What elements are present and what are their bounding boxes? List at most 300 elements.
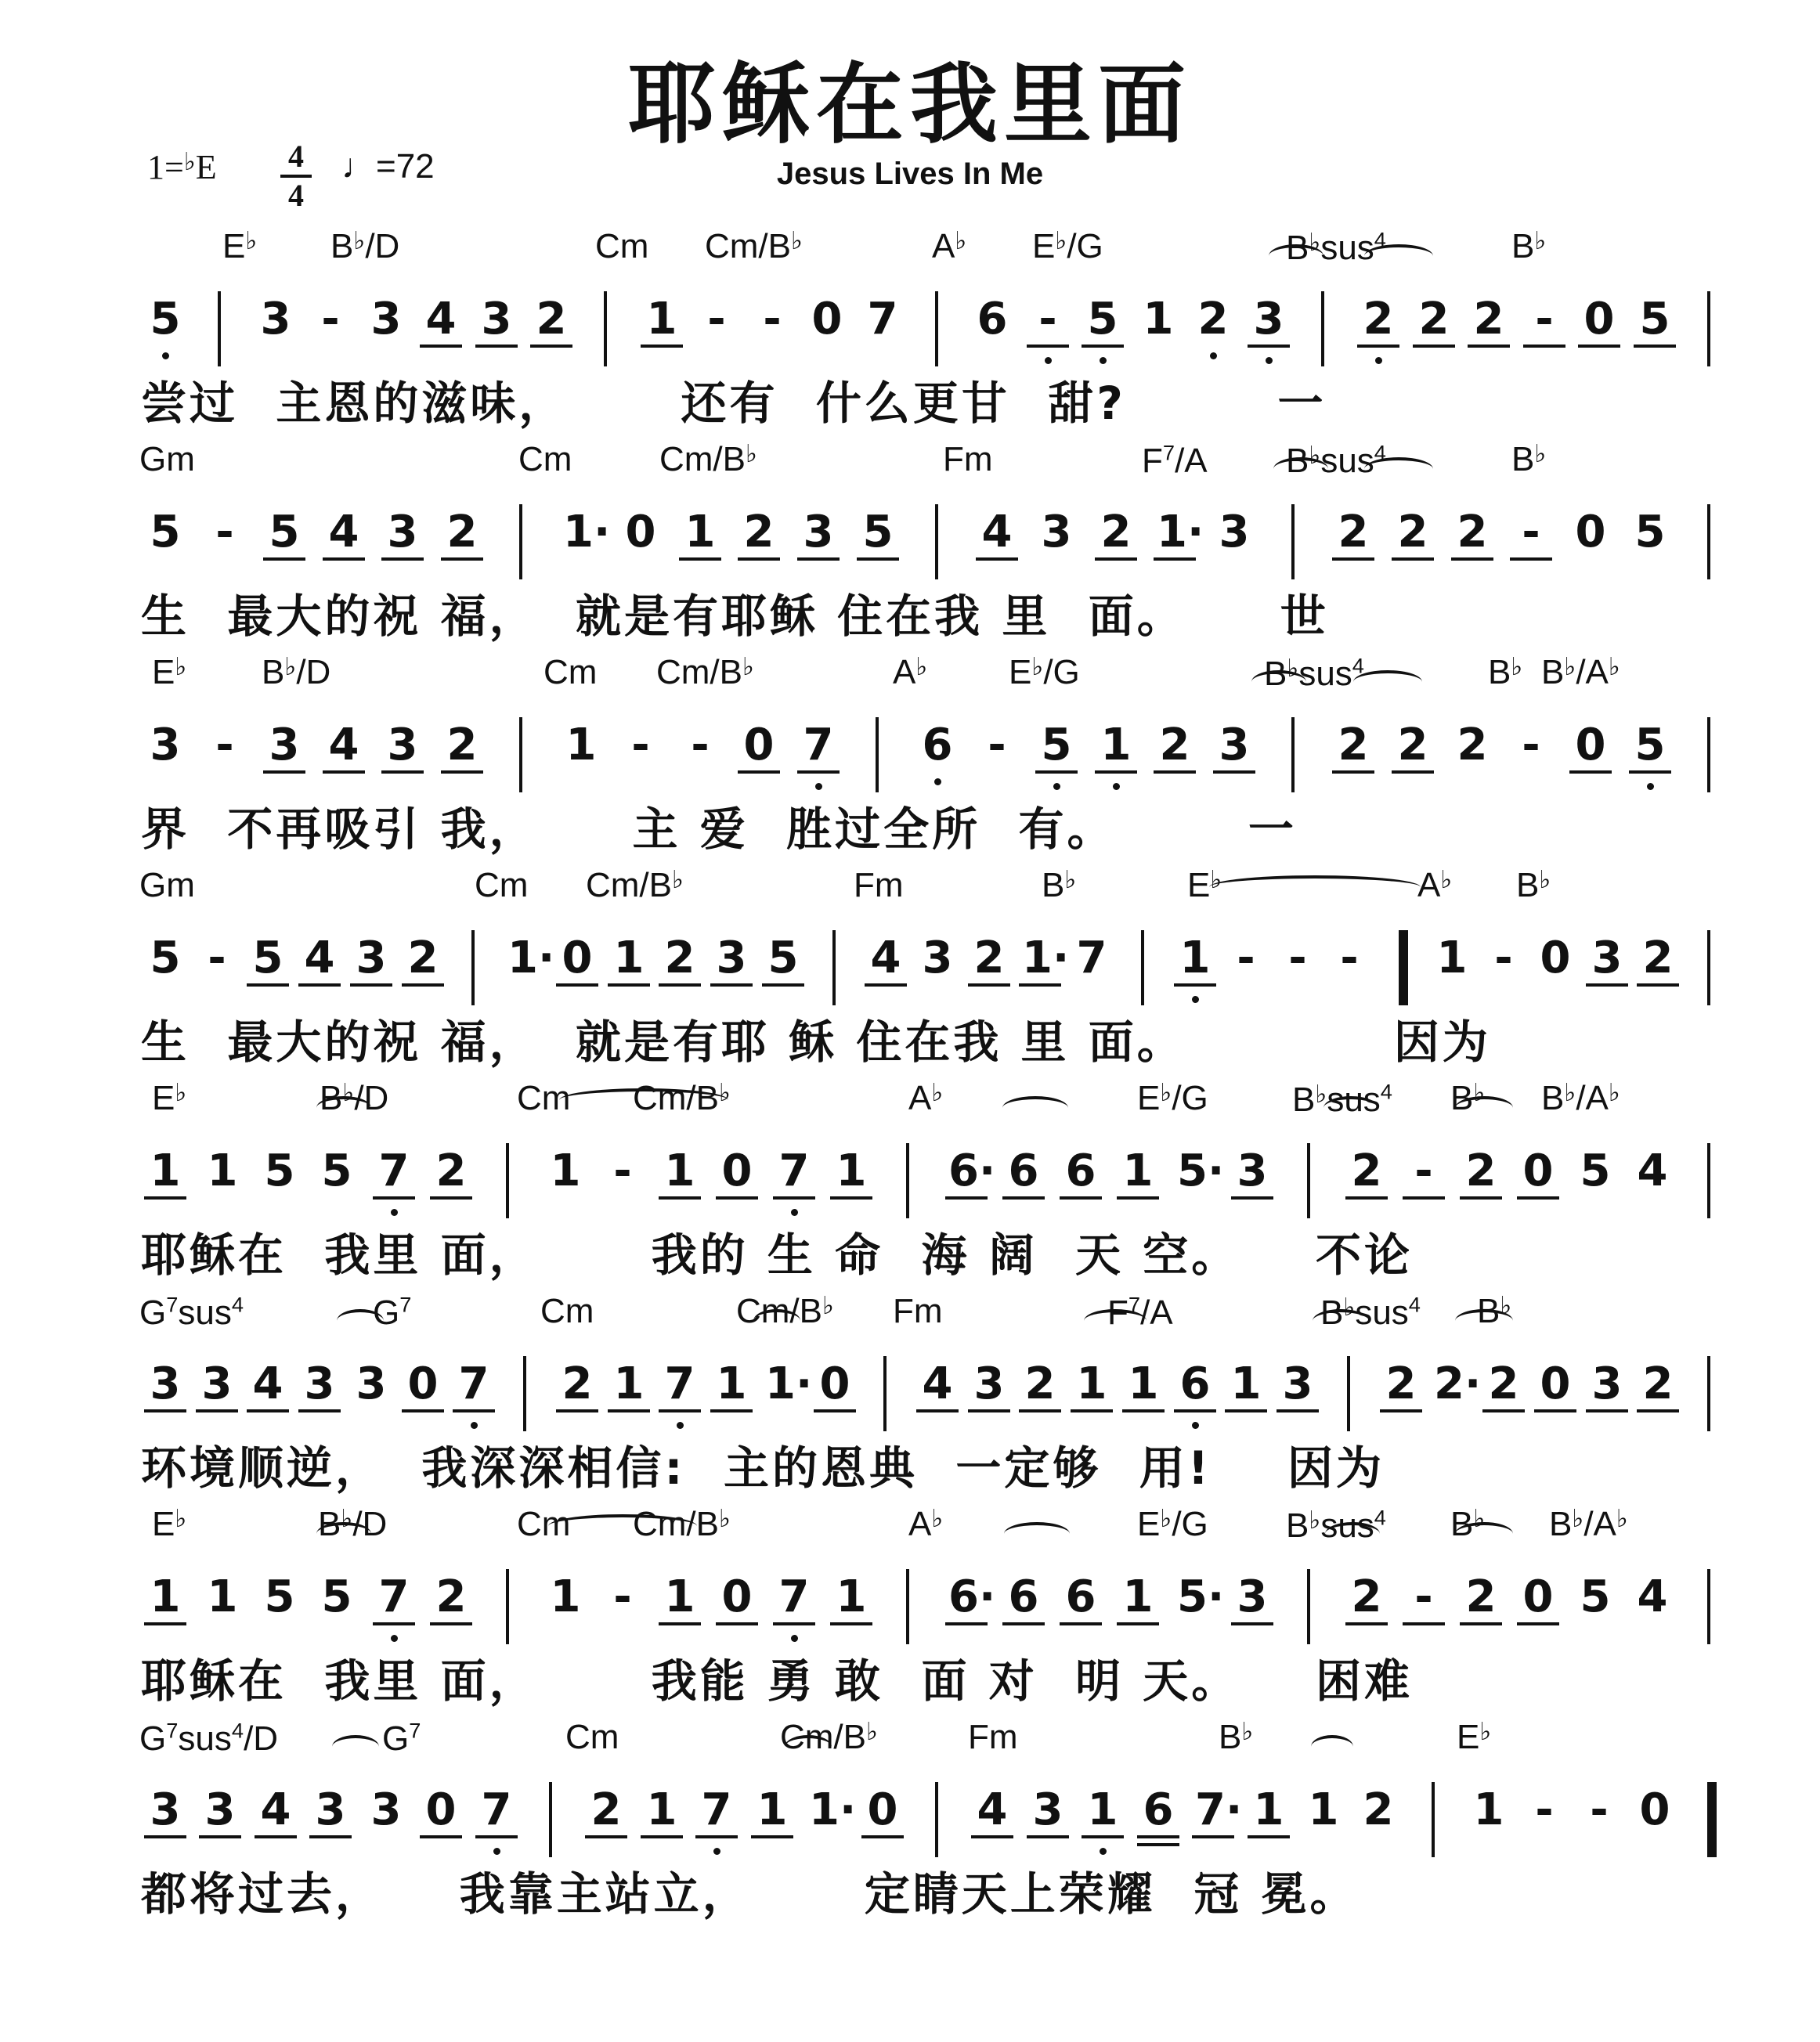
note-digit: 1· (765, 1358, 813, 1409)
chord-symbol: B♭ (1511, 438, 1547, 478)
barline (1707, 1569, 1710, 1644)
note-extension: - (1522, 720, 1540, 770)
note-digit: 1 (1125, 1356, 1161, 1450)
note-digit: 7 (376, 1569, 412, 1663)
note-digit: 1 (682, 504, 718, 598)
lyric-line: 生 最大的祝 福， 就是有耶 稣 住在我 里 面。 因为 (141, 1016, 1491, 1069)
note-digit: 1 (1177, 930, 1213, 1024)
note-digit: 1 (207, 1145, 238, 1196)
chord-symbol: Cm/B♭ (586, 864, 684, 904)
note-digit: 2 (1486, 1356, 1522, 1450)
note-digit: 4 (919, 1356, 955, 1450)
chord-symbol: E♭ (1187, 864, 1222, 904)
music-system (0, 440, 1820, 653)
note-digit: 3 (713, 930, 749, 1024)
barline (471, 930, 475, 1005)
chord-symbol: A♭ (1417, 864, 1453, 904)
note-digit: 3 (302, 1356, 338, 1450)
note-extension: - (763, 294, 782, 345)
note-digit: 7 (776, 1143, 812, 1237)
chord-symbol: B♭ (1450, 1503, 1486, 1543)
note-digit: 1 (1473, 1784, 1504, 1835)
note-digit: 0 (1537, 1356, 1573, 1450)
note-digit: 3 (353, 930, 389, 1024)
chord-symbol: $F^7/A$ (1142, 440, 1208, 480)
note-digit: 5 (1580, 1145, 1611, 1196)
note-digit: 3 (1041, 507, 1072, 557)
note-digit: 1 (1120, 1143, 1156, 1237)
note-digit: 6 (919, 717, 955, 811)
note-digit: 1 (1251, 1782, 1287, 1876)
note-digit: 1 (207, 1571, 238, 1622)
chord-symbol: A♭ (932, 225, 967, 265)
chord-symbol: B♭sus$^4$ (1286, 440, 1386, 480)
note-digit: 2 (1022, 1356, 1058, 1450)
note-extension: - (1406, 1143, 1442, 1237)
note-digit: 1 (1143, 294, 1174, 345)
chord-symbol: Fm (943, 440, 993, 478)
note-digit: 5 (1632, 717, 1668, 811)
chord-symbol: $F^7/A$ (1107, 1292, 1173, 1332)
note-digit: 0 (865, 1782, 901, 1876)
note-digit: 0 (811, 294, 843, 345)
note-digit: 1· (563, 507, 611, 557)
note-digit: 5 (266, 504, 302, 598)
note-digit: 3 (202, 1782, 238, 1876)
note-digit: 4 (326, 504, 362, 598)
chord-symbol: B♭/D (262, 651, 331, 691)
note-digit: 2 (433, 1569, 469, 1663)
note-extension: - (1237, 933, 1255, 983)
note-digit: 3 (260, 294, 291, 345)
note-digit: 1 (662, 1143, 698, 1237)
note-digit: 3 (370, 294, 402, 345)
note-digit: 5 (1637, 291, 1673, 385)
note-digit: 1 (550, 1571, 581, 1622)
music-system (0, 653, 1820, 866)
note-digit: 0 (1575, 507, 1606, 557)
note-digit: 3 (312, 1782, 348, 1876)
barline (832, 930, 836, 1005)
note-digit: 2 (1349, 1143, 1385, 1237)
note-digit: 3 (1280, 1356, 1316, 1450)
lyric-line: 环境顺逆， 我深深相信: 主的恩典 一定够 用! 因为 (141, 1441, 1385, 1495)
lyric-line: 耶稣在 我里 面， 我能 勇 敢 面 对 明 天。 困难 (141, 1654, 1414, 1708)
key-signature: 1=♭E (147, 147, 217, 186)
note-digit: 5· (1177, 1145, 1225, 1196)
note-digit: 0 (1520, 1143, 1556, 1237)
tempo-marking: ♩=72 (341, 147, 435, 186)
note-extension: - (321, 294, 340, 345)
note-digit: 5 (765, 930, 801, 1024)
note-digit: 5 (264, 1145, 295, 1196)
chord-symbol: $G^7sus^4/D$ (139, 1718, 279, 1758)
note-digit: 5 (1085, 291, 1121, 385)
note-digit: 0 (405, 1356, 441, 1450)
note-digit: 1 (147, 1569, 183, 1663)
note-digit: 1· (1022, 930, 1058, 1024)
note-digit: 3 (199, 1356, 235, 1450)
note-digit: 2 (1395, 717, 1431, 811)
note-digit: 1 (565, 720, 597, 770)
note-digit: 7· (1195, 1782, 1231, 1876)
chord-symbol: B♭ (1219, 1716, 1254, 1756)
note-digit: 1 (644, 291, 680, 385)
barline (549, 1782, 552, 1857)
chord-symbol: Cm/B♭ (705, 225, 803, 265)
chord-symbol: E♭/G (1009, 651, 1080, 691)
chord-symbol: Cm/B♭ (659, 438, 757, 478)
note-digit: 6· (948, 1143, 984, 1237)
note-digit: 3 (1234, 1143, 1270, 1237)
note-digit: 1· (507, 933, 555, 983)
note-extension: - (1030, 291, 1066, 385)
chord-symbol: B♭/D (318, 1503, 388, 1543)
note-digit: 3 (1589, 930, 1625, 1024)
note-digit: 1 (713, 1356, 749, 1450)
music-system (0, 1718, 1820, 1931)
note-digit: 0 (741, 717, 777, 811)
note-digit: 2 (1335, 717, 1371, 811)
chord-symbol: A♭ (908, 1503, 944, 1543)
chord-symbol: B♭ (1488, 651, 1523, 691)
time-signature: $\frac{4}{4}$ (280, 141, 312, 211)
chord-symbol: B♭sus$^4$ (1320, 1292, 1421, 1332)
note-digit: 0 (1639, 1784, 1670, 1835)
note-digit: 2 (588, 1782, 624, 1876)
note-digit: 1 (1074, 1356, 1110, 1450)
note-digit: 4 (326, 717, 362, 811)
note-digit: 4 (1637, 1145, 1668, 1196)
barline (1321, 291, 1324, 366)
note-digit: 1 (1085, 1782, 1121, 1876)
note-digit: 2 (971, 930, 1007, 1024)
chord-symbol: E♭/G (1137, 1503, 1208, 1543)
barline (1707, 930, 1710, 1005)
barline (1291, 717, 1295, 792)
note-digit: 3 (800, 504, 836, 598)
chord-symbol: B♭ (1042, 864, 1077, 904)
chord-symbol: Cm/B♭ (656, 651, 754, 691)
note-digit: 1 (1228, 1356, 1264, 1450)
note-extension: - (707, 294, 726, 345)
note-digit: 6 (1140, 1782, 1176, 1876)
chord-symbol: E♭/G (1032, 225, 1103, 265)
chord-symbol: Cm (543, 653, 598, 691)
note-extension: - (1494, 933, 1513, 983)
music-system (0, 227, 1820, 440)
note-digit: 3 (971, 1356, 1007, 1450)
note-digit: 5 (250, 930, 286, 1024)
barline (1707, 504, 1710, 579)
note-digit: 2 (1463, 1569, 1499, 1663)
note-digit: 3 (356, 1358, 387, 1409)
note-digit: 3 (266, 717, 302, 811)
chord-symbol: Cm/B♭ (633, 1077, 731, 1117)
note-digit: 3 (922, 933, 953, 983)
note-digit: 2 (1471, 291, 1507, 385)
note-digit: 7 (1076, 933, 1107, 983)
barline (218, 291, 221, 366)
note-digit: 6 (1006, 1569, 1042, 1663)
chord-symbol: Cm/B♭ (780, 1716, 878, 1756)
chord-symbol: B♭/D (320, 1077, 389, 1117)
note-extension: - (1340, 933, 1359, 983)
chord-symbol: B♭ (1516, 864, 1551, 904)
chord-symbol: E♭ (152, 651, 187, 691)
chord-symbol: Cm (540, 1292, 594, 1330)
note-digit: 2 (559, 1356, 595, 1450)
note-digit: 6 (1063, 1143, 1099, 1237)
chord-symbol: Cm/B♭ (633, 1503, 731, 1543)
note-digit: 3 (147, 1782, 183, 1876)
note-digit: 2 (433, 1143, 469, 1237)
chord-symbol: Cm (565, 1718, 619, 1756)
note-digit: 4 (258, 1782, 294, 1876)
barline (1307, 1569, 1310, 1644)
note-digit: 4 (979, 504, 1015, 598)
note-digit: 6 (977, 294, 1008, 345)
note-digit: 3 (478, 291, 515, 385)
note-digit: 5 (147, 291, 183, 385)
note-digit: 0 (817, 1356, 853, 1450)
note-digit: 1 (550, 1145, 581, 1196)
note-digit: 5 (150, 933, 181, 983)
note-digit: 0 (559, 930, 595, 1024)
lyric-line: 界 不再吸引 我， 主 爱 胜过全所 有。 一 (141, 803, 1297, 856)
note-digit: 6 (1177, 1356, 1213, 1450)
note-digit: 1 (611, 930, 647, 1024)
note-digit: 5· (1177, 1571, 1225, 1622)
note-digit: 5 (264, 1571, 295, 1622)
note-digit: 3 (385, 504, 421, 598)
note-digit: 3 (1216, 717, 1252, 811)
chord-symbol: E♭ (152, 1077, 187, 1117)
barline (906, 1143, 909, 1218)
note-digit: 3 (1251, 291, 1287, 385)
note-digit: 7 (662, 1356, 698, 1450)
note-digit: 0 (625, 507, 656, 557)
barline (506, 1143, 509, 1218)
note-digit: 2 (1457, 720, 1488, 770)
barline (519, 504, 522, 579)
note-digit: 0 (1573, 717, 1609, 811)
note-digit: 4 (302, 930, 338, 1024)
note-digit: 1· (1157, 504, 1193, 598)
note-digit: 7 (867, 294, 898, 345)
note-digit: 3 (370, 1784, 402, 1835)
barline (1347, 1356, 1350, 1431)
chord-symbol: E♭/G (1137, 1077, 1208, 1117)
barline (1707, 1356, 1710, 1431)
note-digit: 2 (1098, 504, 1134, 598)
barline (883, 1356, 887, 1431)
note-digit: 5 (860, 504, 896, 598)
chord-symbol: Fm (968, 1718, 1018, 1756)
chord-symbol: Fm (893, 1292, 943, 1330)
note-digit: 7 (456, 1356, 492, 1450)
chord-symbol: Cm (517, 1079, 571, 1117)
note-digit: 2 (1383, 1356, 1419, 1450)
note-extension: - (1535, 1784, 1554, 1835)
barline (506, 1569, 509, 1644)
chord-symbol: Cm (518, 440, 572, 478)
note-digit: 5 (321, 1145, 352, 1196)
note-digit: 7 (800, 717, 836, 811)
note-digit: 1 (644, 1782, 680, 1876)
note-digit: 2 (405, 930, 441, 1024)
note-digit: 7 (376, 1143, 412, 1237)
note-digit: 1 (1120, 1569, 1156, 1663)
chord-symbol: A♭ (908, 1077, 944, 1117)
note-extension: - (1288, 933, 1307, 983)
barline (1432, 1782, 1435, 1857)
chord-symbol: E♭ (222, 225, 258, 265)
note-digit: 0 (423, 1782, 459, 1876)
barline (935, 1782, 938, 1857)
note-digit: 0 (1540, 933, 1571, 983)
lyric-line: 都将过去， 我靠主站立， 定睛天上荣耀 冠 冕。 (141, 1867, 1359, 1921)
song-title: 耶稣在我里面 (628, 54, 1192, 156)
song-subtitle: Jesus Lives In Me (776, 157, 1044, 191)
chord-symbol: B♭ (1450, 1077, 1486, 1117)
chord-symbol: Gm (139, 440, 195, 478)
note-digit: 4 (1637, 1571, 1668, 1622)
chord-symbol: B♭ (1511, 225, 1547, 265)
note-digit: 2 (1363, 1784, 1394, 1835)
barline (519, 717, 522, 792)
music-system (0, 1505, 1820, 1718)
music-system (0, 1079, 1820, 1292)
note-digit: 6 (1006, 1143, 1042, 1237)
note-digit: 4 (974, 1782, 1010, 1876)
barline (935, 291, 938, 366)
chord-symbol: Cm/B♭ (736, 1290, 834, 1330)
barline (604, 291, 607, 366)
note-digit: 0 (1581, 291, 1617, 385)
note-digit: 3 (150, 720, 181, 770)
barline (1707, 291, 1710, 366)
note-digit: 2 (1454, 504, 1490, 598)
note-digit: 2 (1463, 1143, 1499, 1237)
lyric-line: 尝过 主恩的滋味， 还有 什么更甘 甜? 一 (141, 377, 1327, 430)
note-extension: - (1513, 504, 1549, 598)
note-digit: 2 (1640, 1356, 1676, 1450)
note-digit: 4 (868, 930, 904, 1024)
note-digit: 7 (776, 1569, 812, 1663)
note-digit: 2· (1434, 1358, 1482, 1409)
note-extension: - (215, 507, 234, 557)
note-extension: - (208, 933, 226, 983)
chord-symbol: B♭/A♭ (1549, 1503, 1628, 1543)
chord-symbol: E♭ (1457, 1716, 1492, 1756)
note-digit: 2 (1395, 504, 1431, 598)
note-extension: - (613, 1571, 632, 1622)
note-digit: 7 (699, 1782, 735, 1876)
chord-symbol: B♭ (1477, 1290, 1512, 1330)
chord-symbol: B♭sus$^4$ (1286, 227, 1386, 267)
music-system (0, 1292, 1820, 1505)
note-digit: 0 (1520, 1569, 1556, 1663)
chord-symbol: Cm (475, 866, 529, 904)
barline (1707, 1143, 1710, 1218)
chord-symbol: B♭sus$^4$ (1292, 1079, 1392, 1119)
chord-symbol: $G^7sus^4$ (139, 1292, 244, 1332)
note-digit: 1 (1308, 1784, 1339, 1835)
note-digit: 2 (444, 717, 480, 811)
note-extension: - (1526, 291, 1562, 385)
chord-symbol: Cm (517, 1505, 571, 1543)
chord-symbol: E♭ (152, 1503, 187, 1543)
chord-symbol: A♭ (893, 651, 928, 691)
note-digit: 4 (423, 291, 459, 385)
note-digit: 2 (1416, 291, 1452, 385)
note-digit: 1 (1436, 933, 1468, 983)
chord-symbol: B♭/A♭ (1541, 1077, 1620, 1117)
note-digit: 2 (1157, 717, 1193, 811)
chord-symbol: Cm (595, 227, 649, 265)
chord-symbol: B♭sus$^4$ (1286, 1505, 1386, 1545)
music-system (0, 866, 1820, 1079)
chord-symbol: B♭/A♭ (1541, 651, 1620, 691)
note-extension: - (613, 1145, 632, 1196)
barline (1307, 1143, 1310, 1218)
note-digit: 1 (147, 1143, 183, 1237)
chord-symbol: B♭sus$^4$ (1264, 653, 1364, 693)
chord-symbol: $G^7$ (373, 1292, 412, 1332)
note-digit: 0 (719, 1143, 755, 1237)
note-digit: 3 (1589, 1356, 1625, 1450)
note-digit: 6 (1063, 1569, 1099, 1663)
note-digit: 1· (809, 1784, 857, 1835)
note-digit: 5 (1634, 507, 1666, 557)
note-digit: 3 (385, 717, 421, 811)
note-digit: 2 (741, 504, 777, 598)
note-digit: 2 (1349, 1569, 1385, 1663)
barline (523, 1356, 526, 1431)
note-digit: 3 (1234, 1569, 1270, 1663)
note-digit: 2 (1195, 291, 1231, 385)
note-digit: 5 (150, 507, 181, 557)
note-extension: - (215, 720, 234, 770)
note-digit: 0 (719, 1569, 755, 1663)
double-barline (1707, 1782, 1717, 1857)
chord-symbol: Fm (854, 866, 904, 904)
barline (906, 1569, 909, 1644)
barline (876, 717, 879, 792)
note-digit: 1 (833, 1569, 869, 1663)
note-digit: 2 (444, 504, 480, 598)
note-digit: 6· (948, 1569, 984, 1663)
double-barline (1399, 930, 1408, 1005)
chord-symbol: $G^7$ (382, 1718, 421, 1758)
lyric-line: 耶稣在 我里 面， 我的 生 命 海 阔 天 空。 不论 (141, 1228, 1414, 1282)
note-digit: 1 (754, 1782, 790, 1876)
barline (1707, 717, 1710, 792)
note-digit: 2 (1335, 504, 1371, 598)
note-extension: - (691, 720, 710, 770)
note-digit: 1 (1098, 717, 1134, 811)
chord-symbol: Gm (139, 866, 195, 904)
note-digit: 3 (1030, 1782, 1066, 1876)
barline (935, 504, 938, 579)
note-digit: 7 (478, 1782, 515, 1876)
note-digit: 5 (1580, 1571, 1611, 1622)
note-digit: 2 (1640, 930, 1676, 1024)
note-digit: 4 (250, 1356, 286, 1450)
barline (1141, 930, 1144, 1005)
note-digit: 1 (662, 1569, 698, 1663)
